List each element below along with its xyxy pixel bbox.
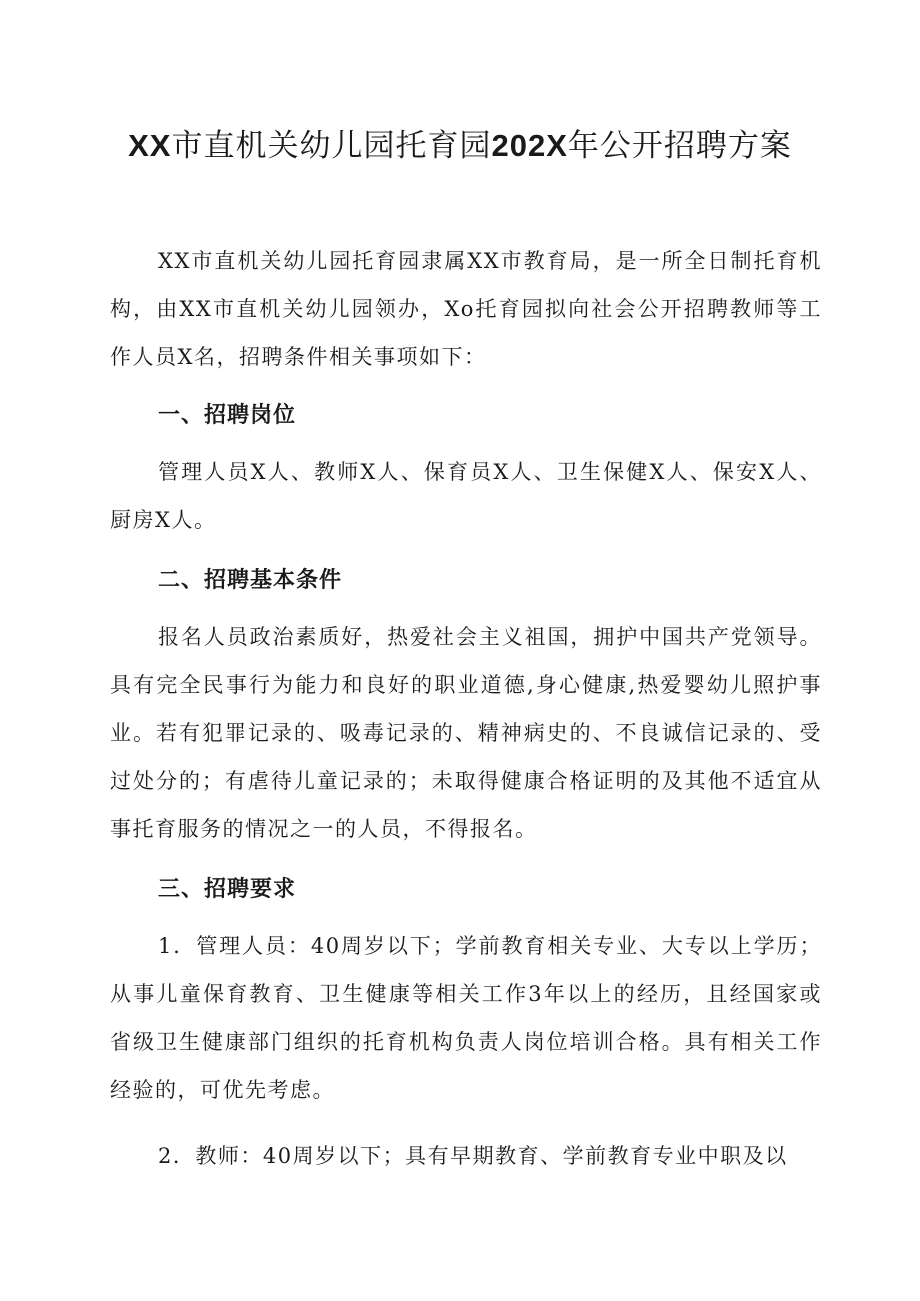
requirement-item-teacher: 2．教师：40周岁以下；具有早期教育、学前教育专业中职及以 xyxy=(158,1144,788,1168)
basic-conditions-paragraph: 报名人员政治素质好，热爱社会主义祖国，拥护中国共产党领导。具有完全民事行为能力和良好的职业道德,身心健康,热爱婴幼儿照护事业。若有犯罪记录的、吸毒记录的、精神病史的、不良诚信记录的、受过处分的；有虐待儿童记录的；未取得健康合格证明的及其他不适宜从事托育服务的情况之一的人员，不得报名。 xyxy=(110,625,822,841)
title-suffix: 年公开招聘方案 xyxy=(567,128,792,164)
requirement-item-management: 1．管理人员：40周岁以下；学前教育相关专业、大专以上学历；从事儿童保育教育、卫生健康等相关工作3年以上的经历，且经国家或省级卫生健康部门组织的托育机构负责人岗位培训合格。具有相关工作经验的，可优先考虑。 xyxy=(110,934,822,1102)
document-title xyxy=(0,126,920,166)
title-year: 202X xyxy=(491,128,568,163)
positions-paragraph: 管理人员X人、教师X人、保育员X人、卫生保健X人、保安X人、厨房X人。 xyxy=(110,460,822,532)
title-prefix: XX xyxy=(128,128,172,163)
section-heading-requirements: 三、招聘要求 xyxy=(158,877,297,902)
title-middle: 市直机关幼儿园托育园 xyxy=(171,128,492,164)
section-heading-positions: 一、招聘岗位 xyxy=(158,403,297,428)
section-heading-basic-conditions: 二、招聘基本条件 xyxy=(158,568,343,593)
intro-paragraph: XX市直机关幼儿园托育园隶属XX市教育局，是一所全日制托育机构，由XX市直机关幼儿园领办，Xo托育园拟向社会公开招聘教师等工作人员X名，招聘条件相关事项如下： xyxy=(110,249,822,369)
